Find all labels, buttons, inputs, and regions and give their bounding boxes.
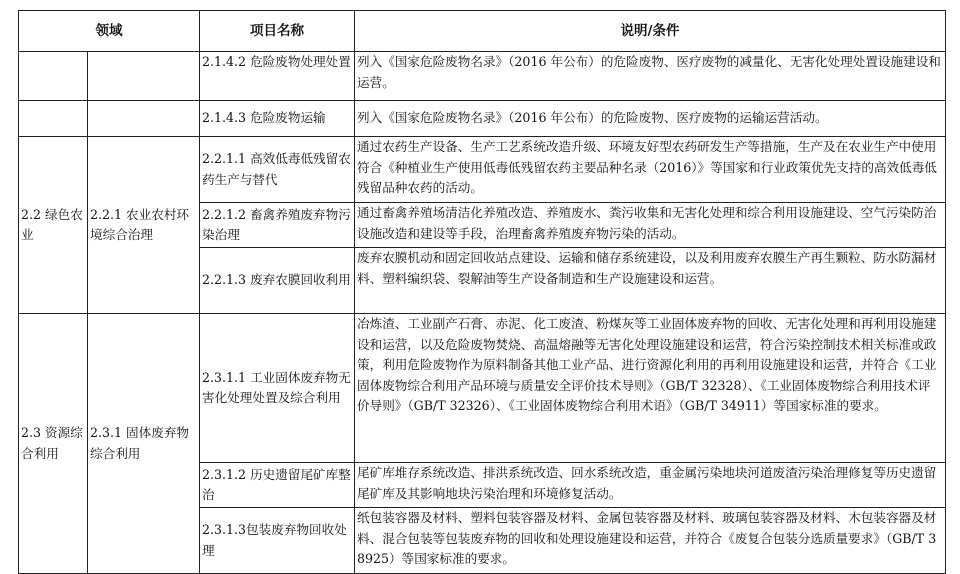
header-item-name: 项目名称 [200,11,355,52]
item-description: 纸包装容器及材料、塑料包装容器及材料、金属包装容器及材料、玻璃包装容器及材料、木包装容器及材料、混合包装等包装废弃物的回收和处理设施建设和运营，并符合《废复合包装分选质量要求》（GB/T 38925）等国家标准的要求。 [355,508,946,574]
item-description: 冶炼渣、工业副产石膏、赤泥、化工废渣、粉煤灰等工业固体废弃物的回收、无害化处理和再利用设施建设和运营，以及危险废物焚烧、高温熔融等无害化处理设施建设和运营，符合污染控制技术相关标准或政策，利用危险废物作为原料制备其他工业产品、进行资源化利用的再利用设施建设和运营，并符合《工业固体废物综合利用产品环境与质量安全评价技术导则》（GB/T 32328）、《工业固体废物综合利用技术评价导则》（GB/T 32326）、《工业固体废物综合利用术语》（GB/T 34911）等国家标准的要求。 [355,314,946,463]
header-description: 说明/条件 [355,11,946,52]
item-name: 2.3.1.1 工业固体废弃物无害化处理处置及综合利用 [200,314,355,463]
item-name: 2.2.1.3 废弃农膜回收利用 [200,248,355,314]
table-row [19,314,946,463]
item-name: 2.3.1.3包装废弃物回收处理 [200,508,355,574]
item-name: 2.3.1.2 历史遗留尾矿库整治 [200,463,355,508]
header-row [19,11,946,52]
item-name: 2.1.4.3 危险废物运输 [200,101,355,137]
item-description: 尾矿库堆存系统改造、排洪系统改造、回水系统改造，重金属污染地块河道废渣污染治理修复等历史遗留尾矿库及其影响地块污染治理和环境修复活动。 [355,463,946,508]
item-name: 2.1.4.2 危险废物处理处置 [200,52,355,101]
domain-cell-empty [19,101,88,137]
header-domain: 领域 [19,11,200,52]
domain-cell: 2.3 资源综合利用 [19,314,88,574]
item-description: 列入《国家危险废物名录》（2016 年公布）的危险废物、医疗废物的减量化、无害化处理处置设施建设和运营。 [355,52,946,101]
table-row [19,101,946,137]
item-description: 列入《国家危险废物名录》（2016 年公布）的危险废物、医疗废物的运输运营活动。 [355,101,946,137]
item-description: 通过畜禽养殖场清洁化养殖改造、养殖废水、粪污收集和无害化处理和综合利用设施建设、空气污染防治设施改造和建设等手段，治理畜禽养殖废弃物污染的活动。 [355,203,946,248]
subdomain-cell: 2.3.1 固体废弃物综合利用 [88,314,200,574]
subdomain-cell-empty [88,52,200,101]
table-row [19,52,946,101]
subdomain-cell-empty [88,101,200,137]
table-row [19,137,946,203]
item-name: 2.2.1.2 畜禽养殖废弃物污染治理 [200,203,355,248]
item-name: 2.2.1.1 高效低毒低残留农药生产与替代 [200,137,355,203]
subdomain-cell: 2.2.1 农业农村环境综合治理 [88,137,200,314]
item-description: 通过农药生产设备、生产工艺系统改造升级、环境友好型农药研发生产等措施，生产及在农业生产中使用符合《种植业生产使用低毒低残留农药主要品种名录（2016）》等国家和行业政策优先支持的高效低毒低残留品种农药的活动。 [355,137,946,203]
standards-table [18,10,946,574]
domain-cell: 2.2 绿色农业 [19,137,88,314]
item-description: 废弃农膜机动和固定回收站点建设、运输和储存系统建设，以及利用废弃农膜生产再生颗粒、防水防漏材料、塑料编织袋、裂解油等生产设备制造和生产设施建设和运营。 [355,248,946,314]
domain-cell-empty [19,52,88,101]
